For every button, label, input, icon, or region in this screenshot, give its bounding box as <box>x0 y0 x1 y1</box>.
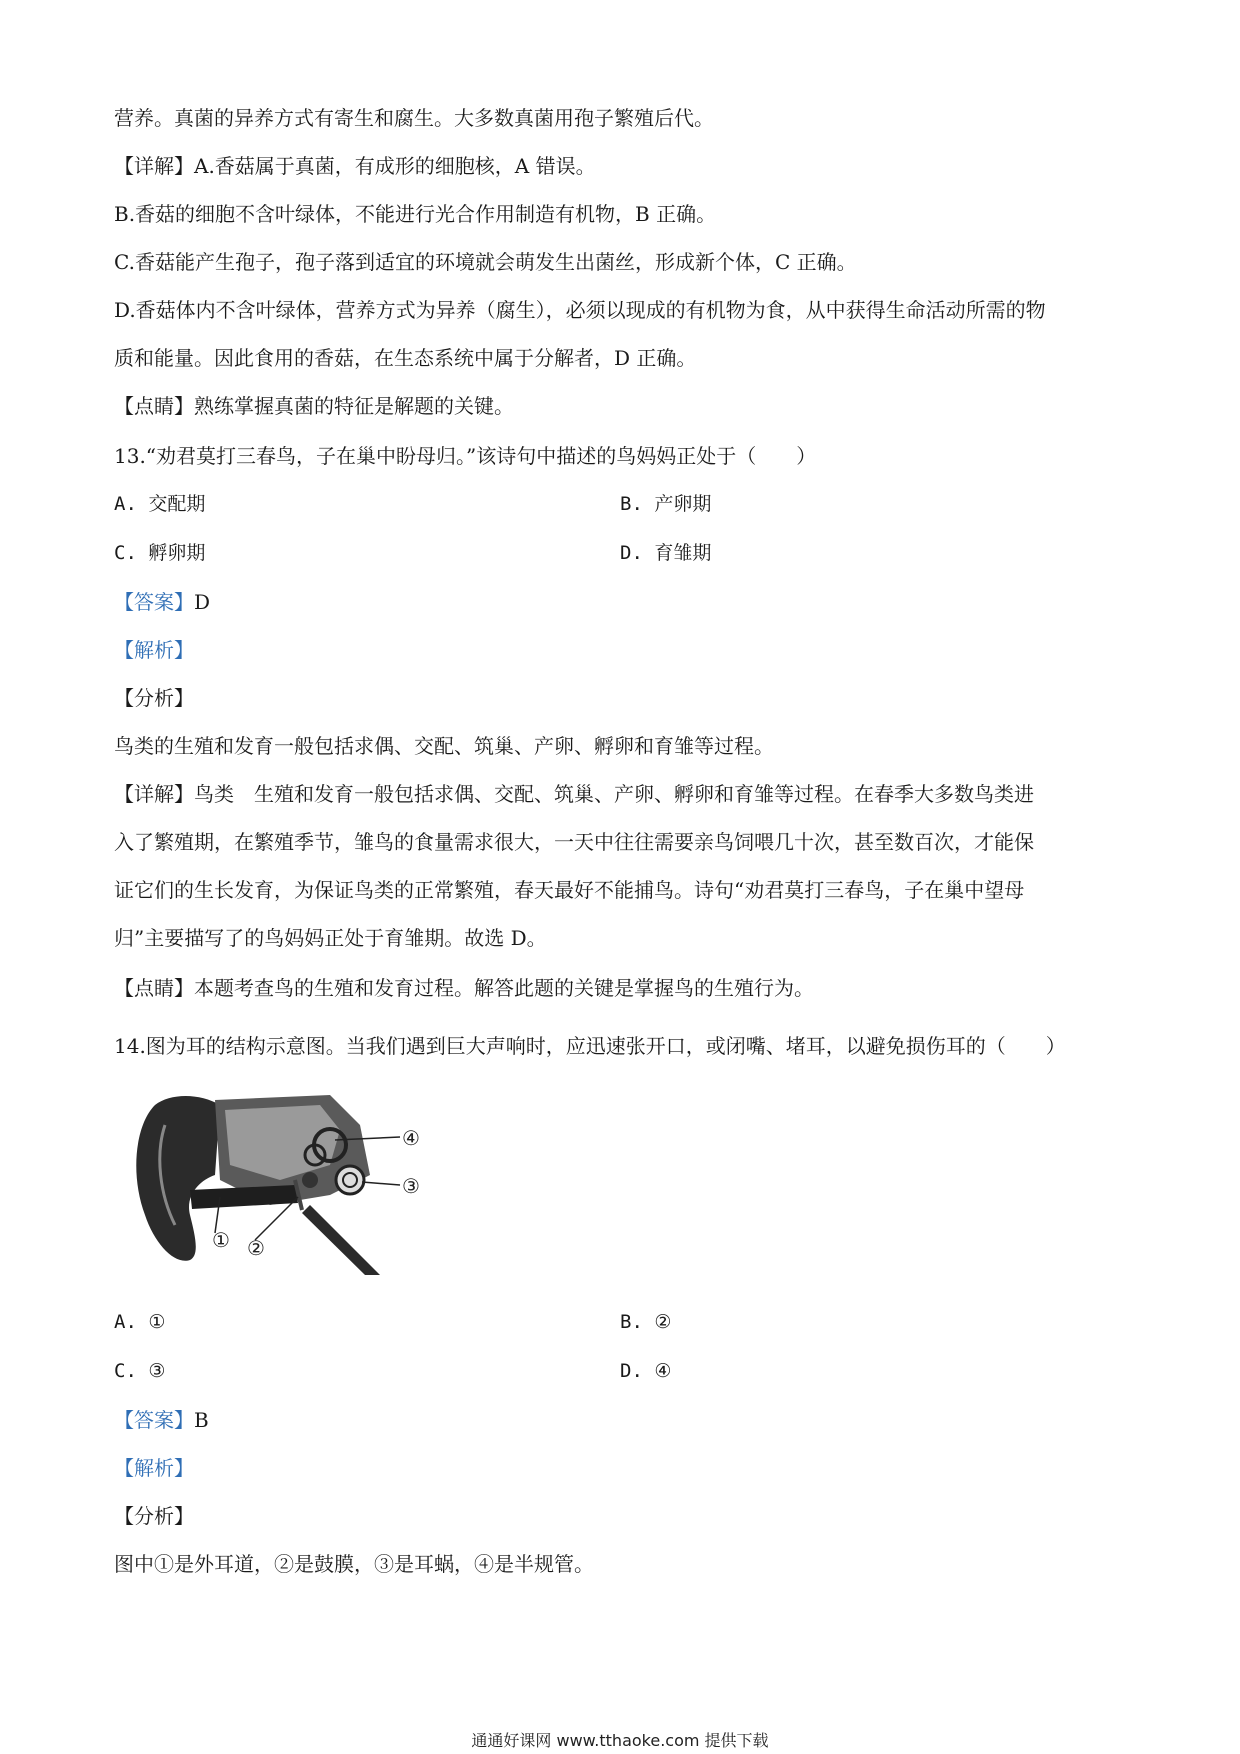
option-a: A. ① <box>114 1311 166 1333</box>
answer-line <box>114 1408 209 1432</box>
figure-label-4: ④ <box>402 1126 420 1150</box>
answer-line <box>114 590 210 614</box>
paragraph: 质和能量。因此食用的香菇，在生态系统中属于分解者，D 正确。 <box>114 346 697 370</box>
fenxi-tag: 【分析】 <box>114 686 194 710</box>
answer-tag: 【答案】 <box>114 590 194 614</box>
paragraph: 营养。真菌的异养方式有寄生和腐生。大多数真菌用孢子繁殖后代。 <box>114 106 714 130</box>
paragraph: B.香菇的细胞不含叶绿体，不能进行光合作用制造有机物，B 正确。 <box>114 202 717 226</box>
paragraph: C.香菇能产生孢子，孢子落到适宜的环境就会萌发生出菌丝，形成新个体，C 正确。 <box>114 250 857 274</box>
ear-structure-figure <box>130 1085 450 1275</box>
fenxi-text: 图中①是外耳道，②是鼓膜，③是耳蜗，④是半规管。 <box>114 1552 594 1576</box>
analysis-tag: 【解析】 <box>114 1456 194 1480</box>
option-c: C. ③ <box>114 1360 166 1382</box>
answer-value: B <box>194 1408 209 1432</box>
detail-line: 归”主要描写了的鸟妈妈正处于育雏期。故选 D。 <box>114 926 547 950</box>
figure-label-2: ② <box>247 1236 265 1260</box>
paragraph: D.香菇体内不含叶绿体，营养方式为异养（腐生），必须以现成的有机物为食，从中获得生命活动所需的物 <box>114 298 1046 322</box>
fenxi-text: 鸟类的生殖和发育一般包括求偶、交配、筑巢、产卵、孵卵和育雏等过程。 <box>114 734 774 758</box>
answer-tag: 【答案】 <box>114 1408 194 1432</box>
option-b: B. 产卵期 <box>620 493 712 515</box>
option-a: A. 交配期 <box>114 493 206 515</box>
option-c: C. 孵卵期 <box>114 542 206 564</box>
ear-diagram-image <box>130 1085 450 1275</box>
fenxi-tag: 【分析】 <box>114 1504 194 1528</box>
figure-label-3: ③ <box>402 1174 420 1198</box>
paragraph: 【点睛】熟练掌握真菌的特征是解题的关键。 <box>114 394 514 418</box>
option-d: D. 育雏期 <box>620 542 712 564</box>
detail-line: 证它们的生长发育，为保证鸟类的正常繁殖，春天最好不能捕鸟。诗句“劝君莫打三春鸟，子在巢中望母 <box>114 878 1025 902</box>
answer-value: D <box>194 590 211 614</box>
option-d: D. ④ <box>620 1360 672 1382</box>
dianjing: 【点睛】本题考查鸟的生殖和发育过程。解答此题的关键是掌握鸟的生殖行为。 <box>114 976 814 1000</box>
analysis-tag: 【解析】 <box>114 638 194 662</box>
page-footer: 通通好课网 www.tthaoke.com 提供下载 <box>471 1731 769 1750</box>
detail-line: 【详解】鸟类 生殖和发育一般包括求偶、交配、筑巢、产卵、孵卵和育雏等过程。在春季大多数鸟类进 <box>114 782 1034 806</box>
option-b: B. ② <box>620 1311 672 1333</box>
paragraph: 【详解】A.香菇属于真菌，有成形的细胞核，A 错误。 <box>114 154 596 178</box>
question-14: 14.图为耳的结构示意图。当我们遇到巨大声响时，应迅速张开口，或闭嘴、堵耳，以避免损伤耳的（ ） <box>114 1034 1066 1058</box>
detail-line: 入了繁殖期，在繁殖季节，雏鸟的食量需求很大，一天中往往需要亲鸟饲喂几十次，甚至数百次，才能保 <box>114 830 1034 854</box>
question-13: 13.“劝君莫打三春鸟，子在巢中盼母归。”该诗句中描述的鸟妈妈正处于（ ） <box>114 444 817 468</box>
figure-label-1: ① <box>212 1228 230 1252</box>
